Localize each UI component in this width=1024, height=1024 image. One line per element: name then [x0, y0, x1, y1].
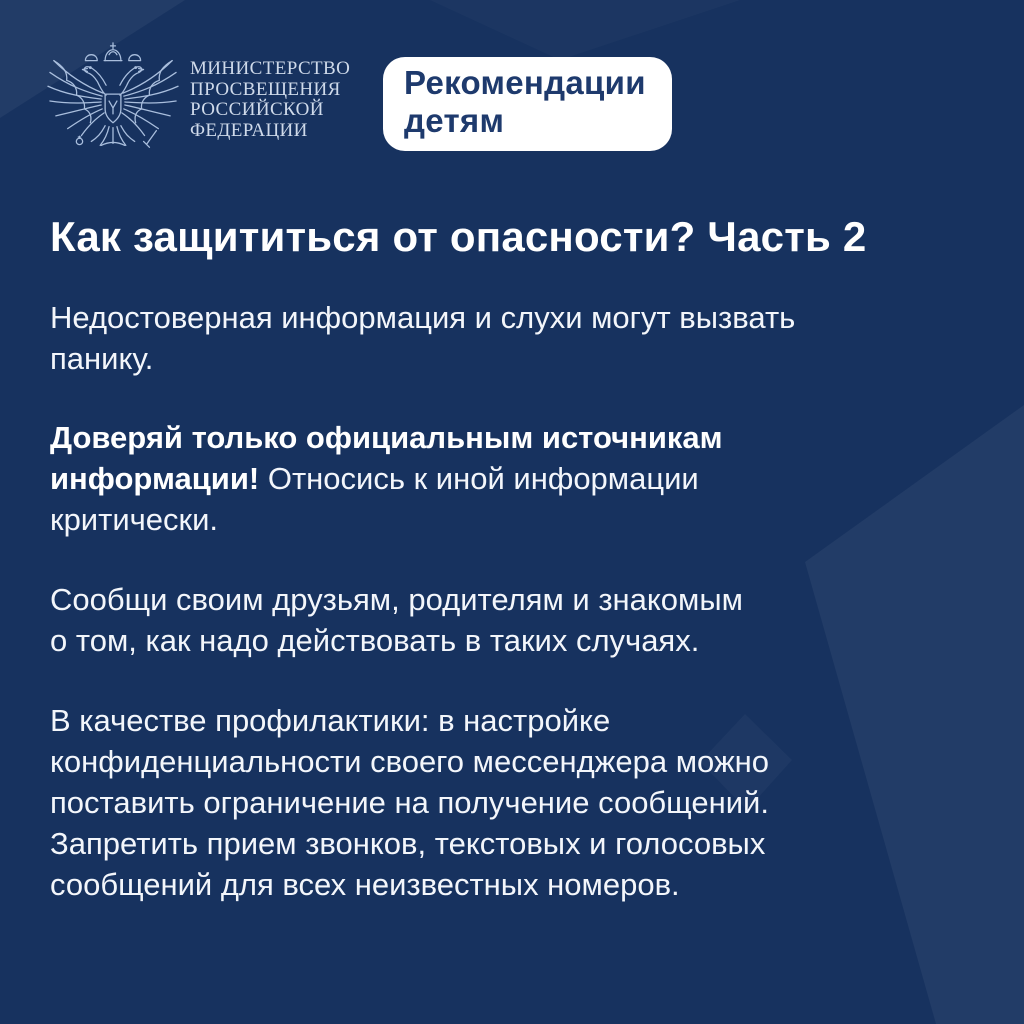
- text-line: В качестве профилактики: в настройке: [50, 703, 611, 738]
- ministry-emblem-eagle-icon: [44, 38, 182, 168]
- text-line: Запретить прием звонков, текстовых и голосовых: [50, 826, 766, 861]
- ministry-name-line: РОССИЙСКОЙ: [190, 99, 324, 120]
- text-line: Недостоверная информация и слухи могут вызвать: [50, 300, 796, 335]
- paragraph-prevention-settings: [50, 700, 980, 905]
- paragraph-tell-friends: [50, 579, 980, 661]
- page-title: Как защититься от опасности? Часть 2: [50, 213, 867, 260]
- text-line: о том, как надо действовать в таких случаях.: [50, 623, 700, 658]
- bold-text: информации!: [50, 461, 260, 496]
- badge-line: Рекомендации: [404, 64, 646, 101]
- text-line: Сообщи своим друзьям, родителям и знакомым: [50, 582, 743, 617]
- ministry-name-line: ПРОСВЕЩЕНИЯ: [190, 78, 341, 100]
- text-line: [50, 417, 980, 458]
- bold-text: Доверяй только официальным источникам: [50, 420, 723, 455]
- text-line: панику.: [50, 341, 154, 376]
- audience-badge: [383, 57, 672, 151]
- regular-text: Относись к иной информации: [259, 461, 699, 496]
- ministry-name-line: ФЕДЕРАЦИИ: [190, 119, 308, 141]
- ministry-name-line: МИНИСТЕРСТВО: [190, 58, 351, 79]
- text-line: [50, 458, 980, 499]
- text-line: поставить ограничение на получение сообщений.: [50, 785, 769, 820]
- text-line: критически.: [50, 502, 219, 537]
- ministry-name: [190, 59, 350, 141]
- paragraph-official-sources: [50, 417, 980, 540]
- text-line: конфиденциальности своего мессенджера можно: [50, 744, 770, 779]
- paragraph-panic-warning: [50, 297, 980, 379]
- text-line: сообщений для всех неизвестных номеров.: [50, 867, 680, 902]
- badge-line: детям: [404, 102, 505, 139]
